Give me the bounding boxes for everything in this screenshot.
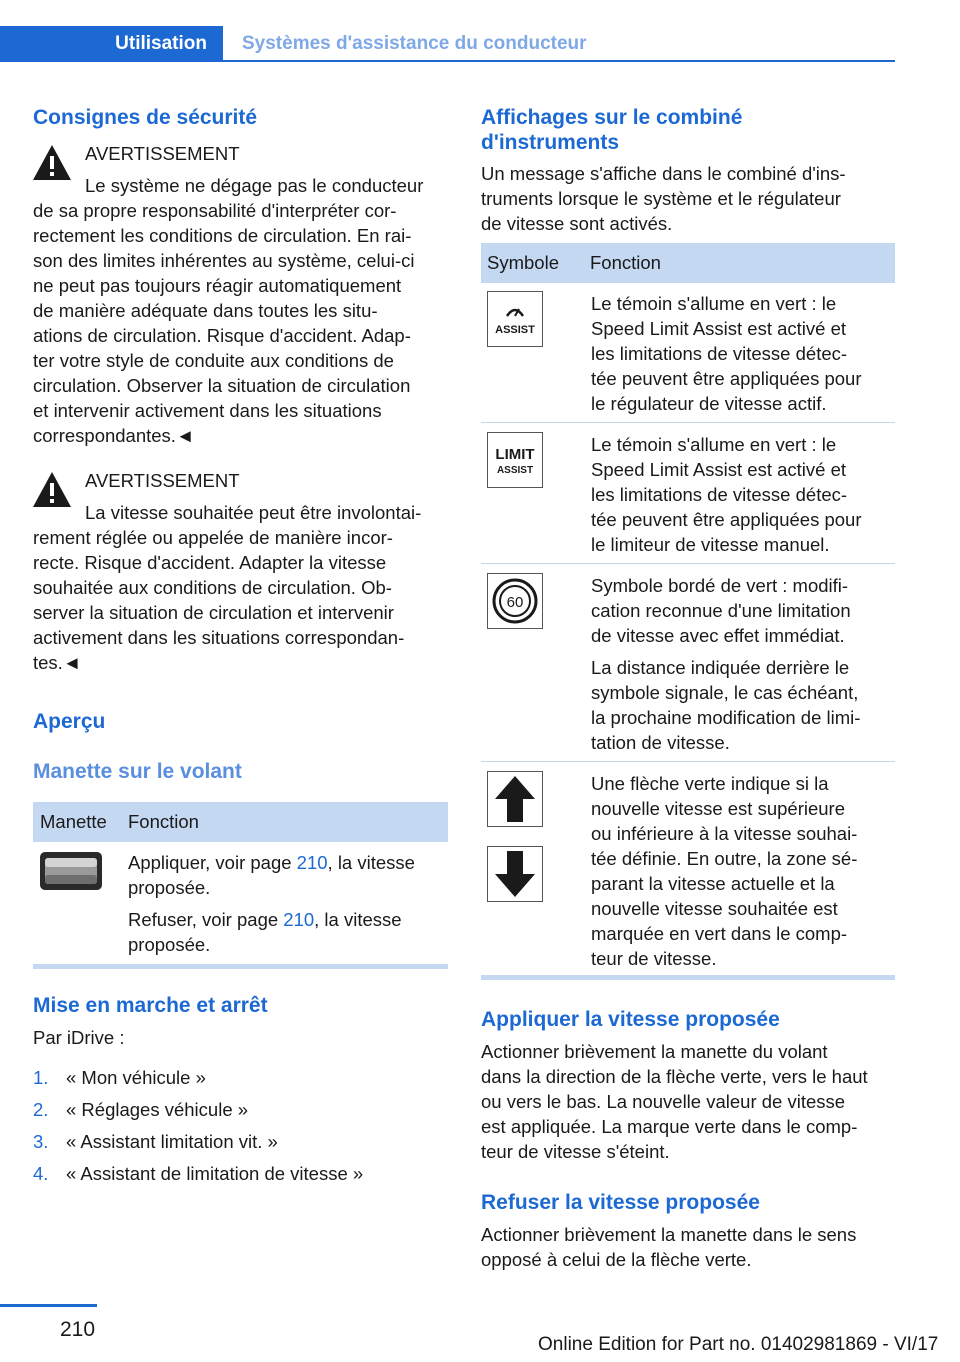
col-symbol: Symbole xyxy=(487,252,559,273)
col-lever: Manette xyxy=(40,811,107,832)
row-divider xyxy=(481,563,895,564)
col-function: Fonction xyxy=(128,811,199,832)
svg-text:LIMIT: LIMIT xyxy=(495,446,535,463)
page-link[interactable]: 210 xyxy=(283,909,315,930)
list-number: 4. xyxy=(33,1163,49,1184)
onoff-heading: Mise en marche et arrêt xyxy=(33,994,268,1017)
display-heading: Affichages sur le combiné d'instruments xyxy=(481,106,743,154)
limit-assist-symbol-icon xyxy=(487,432,543,488)
refuse-heading: Refuser la vitesse proposée xyxy=(481,1191,760,1214)
symbol-row-4-text: Une flèche verte indique si la nouvelle vitesse est supérieure ou inférieure à la vitesse souhai- tée définie. En outre, la zone sé- parant la vitesse actuelle et la nouvelle vitesse souhaitée est marquée en vert dans le comp- teur de vitesse. xyxy=(591,773,858,969)
warning-triangle-icon xyxy=(32,470,72,510)
warning-label: AVERTISSEMENT xyxy=(85,143,240,164)
page-link[interactable]: 210 xyxy=(296,852,328,873)
speed-limit-sign-icon xyxy=(487,573,543,629)
assist-symbol-icon xyxy=(487,291,543,347)
symbol-row-3-text-b: La distance indiquée derrière le symbole signale, le cas échéant, la prochaine modification de limi- tation de vitesse. xyxy=(591,657,861,753)
steering-lever-icon xyxy=(39,851,103,891)
col-function: Fonction xyxy=(590,252,661,273)
list-number: 2. xyxy=(33,1099,49,1120)
warning-2-line-first: La vitesse souhaitée peut être involontai- xyxy=(85,502,422,523)
symbol-row-1-text: Le témoin s'allume en vert : le Speed Limit Assist est activé et les limitations de vitesse détec- tée peuvent être appliquées pour le régulateur de vitesse actif. xyxy=(591,293,862,414)
svg-text:ASSIST: ASSIST xyxy=(495,324,535,336)
lever-heading: Manette sur le volant xyxy=(33,760,242,783)
page-number: 210 xyxy=(60,1318,96,1341)
header-rule xyxy=(223,60,895,62)
list-number: 3. xyxy=(33,1131,49,1152)
refuse-text: Actionner brièvement la manette dans le sens opposé à celui de la flèche verte. xyxy=(481,1224,857,1270)
svg-text:ASSIST: ASSIST xyxy=(496,465,534,476)
display-intro: Un message s'affiche dans le combiné d'ins- truments lorsque le système et le régulateur de vitesse sont activés. xyxy=(481,163,846,234)
list-item: « Assistant de limitation de vitesse » xyxy=(66,1163,364,1184)
warning-label: AVERTISSEMENT xyxy=(85,470,240,491)
symbol-table-header xyxy=(481,243,895,283)
symbol-row-3-text-a: Symbole bordé de vert : modifi- cation reconnue d'une limitation de vitesse avec effet immédiat. xyxy=(591,575,851,646)
row-divider xyxy=(481,761,895,762)
chapter-tab[interactable]: Utilisation xyxy=(0,26,223,62)
warning-1-body: de sa propre responsabilité d'interpréter cor- rectement les conditions de circulation. En rai- son des limites inhérentes au système, celui-ci ne peut pas toujours réagir automatiquement de manière adéquate dans toutes les situ- ations de circulation. Risque d'accident. Adap- ter votre style de conduite aux conditions de circulation. Observer la situation de circulation et intervenir activement dans les situations correspondantes.◄ xyxy=(33,200,415,446)
symbol-row-2-text: Le témoin s'allume en vert : le Speed Limit Assist est activé et les limitations de vitesse détec- tée peuvent être appliquées pour le limiteur de vitesse manuel. xyxy=(591,434,862,555)
lever-row-apply: Appliquer, voir page 210, la vitesse proposée. xyxy=(128,852,415,898)
list-item: « Mon véhicule » xyxy=(66,1067,206,1088)
arrow-down-icon xyxy=(487,846,543,902)
footer-rule xyxy=(0,1304,97,1307)
svg-text:60: 60 xyxy=(506,594,524,611)
safety-heading: Consignes de sécurité xyxy=(33,106,258,129)
lever-table-header xyxy=(33,802,448,842)
arrow-up-icon xyxy=(487,771,543,827)
list-item: « Réglages véhicule » xyxy=(66,1099,249,1120)
warning-triangle-icon xyxy=(32,143,72,183)
table-end-rule xyxy=(481,975,895,980)
apply-text: Actionner brièvement la manette du volant dans la direction de la flèche verte, vers le haut ou vers le bas. La nouvelle valeur de vitesse est appliquée. La marque verte dans le comp- teur de vitesse s'éteint. xyxy=(481,1041,868,1162)
row-divider xyxy=(481,422,895,423)
lever-row-refuse: Refuser, voir page 210, la vitesse proposée. xyxy=(128,909,402,955)
edition-note: Online Edition for Part no. 01402981869 - VI/17 xyxy=(538,1334,939,1355)
list-item: « Assistant limitation vit. » xyxy=(66,1131,278,1152)
list-number: 1. xyxy=(33,1067,49,1088)
overview-heading: Aperçu xyxy=(33,710,106,733)
table-end-rule xyxy=(33,964,448,969)
apply-heading: Appliquer la vitesse proposée xyxy=(481,1008,780,1031)
section-title[interactable]: Systèmes d'assistance du conducteur xyxy=(242,33,587,54)
warning-1-line-first: Le système ne dégage pas le conducteur xyxy=(85,175,424,196)
warning-2-body: rement réglée ou appelée de manière incor- recte. Risque d'accident. Adapter la vitesse souhaitée aux conditions de circulation. Ob- server la situation de circulation et intervenir activement dans les situations correspondan- tes.◄ xyxy=(33,527,405,673)
onoff-intro: Par iDrive : xyxy=(33,1027,125,1048)
